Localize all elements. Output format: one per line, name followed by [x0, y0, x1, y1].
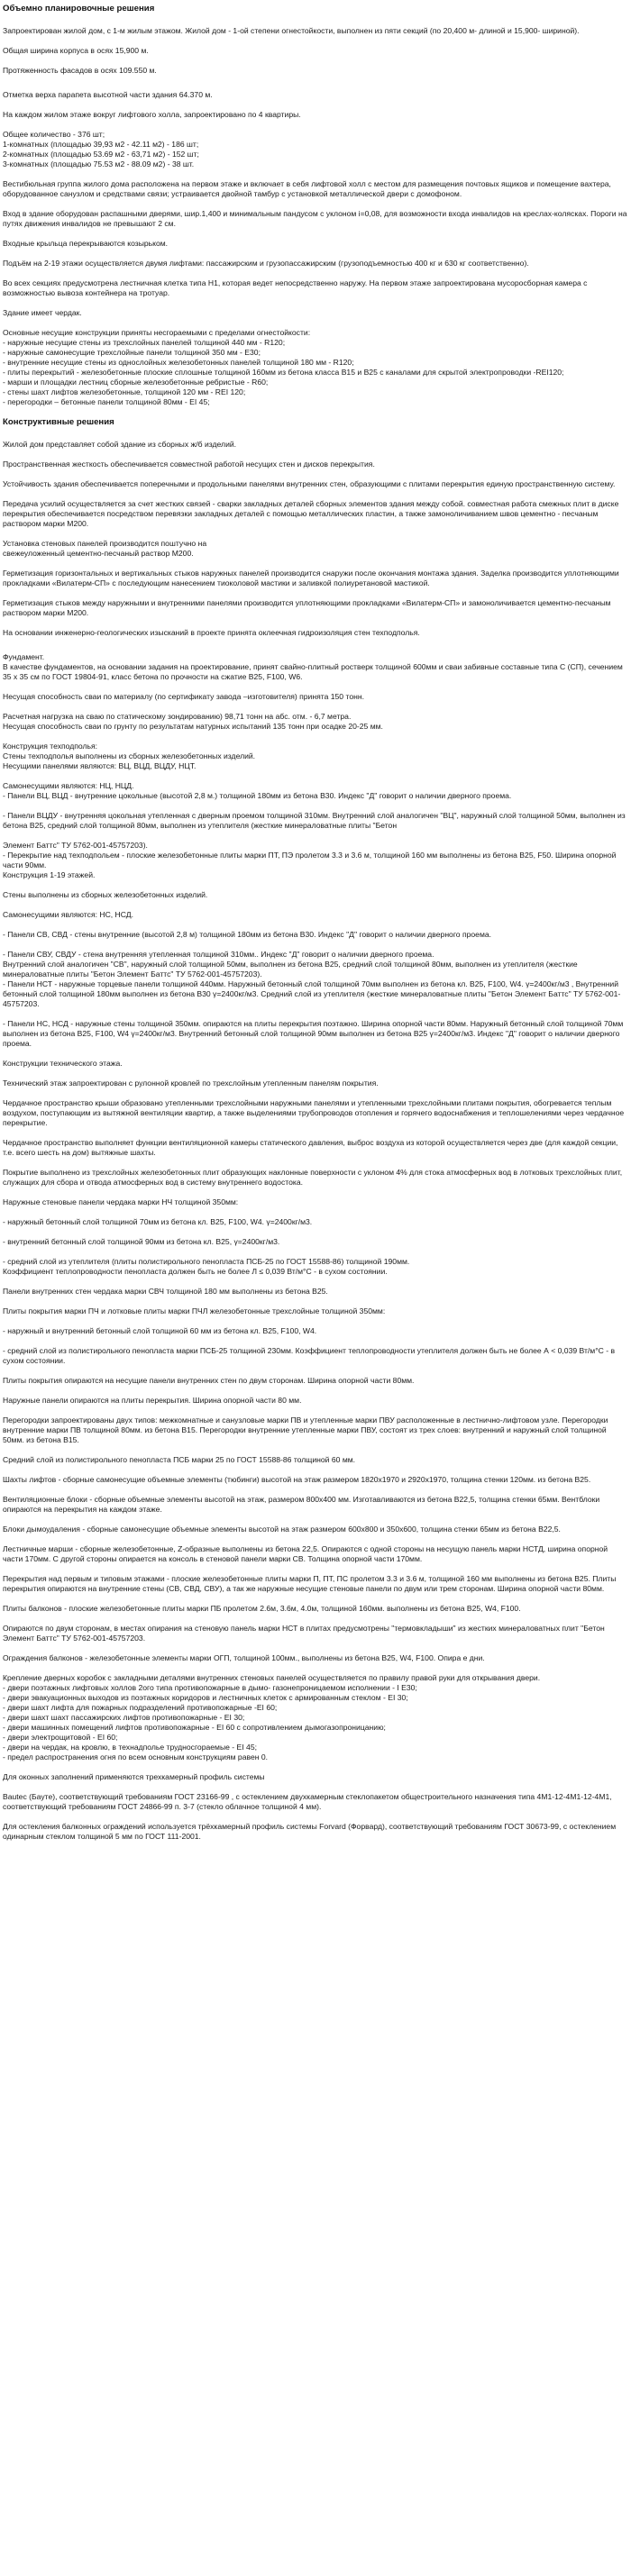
- text-line: - двери электрощитовой - EI 60;: [3, 1733, 118, 1742]
- text-line: - средний слой из утеплителя (плиты полистирольного пенопласта ПСБ-25 по ГОСТ 15588-86) толщиной 190мм.: [3, 1257, 410, 1266]
- text-line: Основные несущие конструкции приняты несгораемыми с пределами огнестойкости:: [3, 328, 311, 337]
- text-line: - внутренний бетонный слой толщиной 90мм из бетона кл. В25, γ=2400кг/м3.: [3, 1237, 280, 1246]
- paragraph: [3, 1544, 628, 1564]
- text-line: Несущая способность сваи по материалу (по сертификату завода –изготовителя) принята 150 тонн.: [3, 692, 364, 701]
- text-line: Крепление дверных коробок с закладными деталями внутренних стеновых панелей осуществляется по правилу правой руки для открывания двери.: [3, 1673, 541, 1682]
- paragraph: [3, 1059, 628, 1069]
- paragraph: [3, 499, 628, 529]
- text-line: Лестничные марши - сборные железобетонные, Z-образные выполнены из бетона 22,5. Опираются с одной стороны на несущую панель марки НСТД, ширина опорной части 170мм. С другой стороны опирается на консоль в стеновой панели марки СВ. Толщина опорной части 170мм.: [3, 1544, 608, 1563]
- paragraph: [3, 712, 628, 732]
- paragraph: [3, 1138, 628, 1158]
- text-line: Элемент Баттс" ТУ 5762-001-45757203).: [3, 841, 148, 850]
- paragraph: [3, 628, 628, 638]
- text-line: Внутренний слой аналогичен "СВ", наружный слой толщиной 50мм, выполнен из бетона В25, средний слой толщиной 80мм, выполнен из утеплителя (жесткие минераловатные плиты "Бетон Элемент Баттс" ТУ 5762-001-45757203).: [3, 960, 578, 979]
- text-line: Плиты балконов - плоские железобетонные плиты марки ПБ пролетом 2.6м, 3.6м, 4.0м, толщиной 160мм. выполнены из бетона В25, W4, F100.: [3, 1604, 521, 1613]
- paragraph: [3, 1098, 628, 1128]
- text-line: Подъём на 2-19 этажи осуществляется двумя лифтами: пассажирским и грузопассажирским (грузоподъемностью 400 кг и 630 кг соответственно).: [3, 259, 529, 268]
- paragraph: [3, 440, 628, 450]
- paragraph: [3, 569, 628, 588]
- text-line: - наружный и внутренний бетонный слой толщиной 60 мм из бетона кл. В25, F100, W4.: [3, 1326, 317, 1335]
- text-line: Стены техподполья выполнены из сборных железобетонных изделий.: [3, 751, 256, 760]
- paragraph: [3, 930, 628, 940]
- text-line: На основании инженерно-геологических изысканий в проекте принята оклеечная гидроизоляция стен техподполья.: [3, 628, 420, 637]
- text-line: Ограждения балконов - железобетонные элементы марки ОГП, толщиной 100мм., выполнены из бетона В25, W4, F100. Опира е дни.: [3, 1653, 485, 1662]
- paragraph: [3, 259, 628, 269]
- paragraph: [3, 90, 628, 100]
- paragraph: [3, 1415, 628, 1445]
- text-line: - наружный бетонный слой толщиной 70мм из бетона кл. В25, F100, W4. γ=2400кг/м3.: [3, 1217, 313, 1226]
- paragraph: [3, 239, 628, 249]
- text-line: Устойчивость здания обеспечивается поперечными и продольными панелями внутренних стен, образующими с плитами перекрытия единую пространственную систему.: [3, 479, 616, 488]
- paragraph: [3, 1197, 628, 1207]
- text-line: Передача усилий осуществляется за счет жестких связей - сварки закладных деталей сборных элементов здания между собой. совместная работа смежных плит в диске перекрытия обеспечивается посредством перевязки закладных деталей с помощью металлических пластин, а также замоноличиванием швов цементно - песчаным раствором марки М200.: [3, 499, 619, 528]
- text-line: Чердачное пространство выполняет функции вентиляционной камеры статического давления, выброс воздуха из которой осуществляется через две (для каждой секции, т.е. всего шесть на дом) вытяжные шахты.: [3, 1138, 618, 1157]
- paragraph: [3, 1396, 628, 1406]
- text-line: Общая ширина корпуса в осях 15,900 м.: [3, 46, 149, 55]
- text-line: Герметизация стыков между наружными и внутренними панелями производится уплотняющими прокладками «Вилатерм-СП» и замоноличивается цементно-песчаным раствором марки М200.: [3, 598, 611, 617]
- text-line: - Панели НСТ - наружные торцевые панели толщиной 440мм. Наружный бетонный слой толщиной 70мм выполнен из бетона кл. В25, F100, W4. γ=2400кг/м3 , Внутренний бетонный слой толщиной 180мм выполнен из бетона В30 γ=2400кг/м3. Средний слой из утеплителя (жесткие минераловатные плиты "Бетон Элемент Баттс" ТУ 5762-001-45757203.: [3, 979, 621, 1008]
- text-line: Вестибюльная группа жилого дома расположена на первом этаже и включает в себя лифтовой холл с местом для размещения почтовых ящиков и помещение вахтера, оборудованное санузлом и средствами связи; устраивается двойной тамбур с установкой металлической двери с домофоном.: [3, 179, 611, 198]
- text-line: Протяженность фасадов в осях 109.550 м.: [3, 66, 157, 75]
- paragraph: [3, 692, 628, 702]
- text-line: - Перекрытие над техподпольем - плоские железобетонные плиты марки ПТ, ПЭ пролетом 3.3 и 3.6 м, толщиной 160 мм выполнены из бетона В25, F50. Ширина опорной части 90мм.: [3, 851, 617, 869]
- text-line: Герметизация горизонтальных и вертикальных стыков наружных панелей производится снаружи после окончания монтажа здания. Заделка производится уплотняющими прокладками «Вилатерм-СП» с последующим нанесением тиоколовой мастики и заливкой полиуретановой мастикой.: [3, 569, 619, 587]
- text-line: Стены выполнены из сборных железобетонных изделий.: [3, 890, 208, 899]
- text-line: Установка стеновых панелей производится поштучно на: [3, 539, 207, 548]
- paragraph: [3, 1792, 628, 1812]
- paragraph: [3, 479, 628, 489]
- paragraph: [3, 1217, 628, 1227]
- text-line: - предел распространения огня по всем основным конструкциям равен 0.: [3, 1752, 269, 1761]
- text-line: 2-комнатных (площадью 53.69 м2 - 63,71 м2) - 152 шт;: [3, 150, 199, 159]
- text-line: Конструкция 1-19 этажей.: [3, 870, 96, 879]
- text-line: - средний слой из полистирольного пенопласта марки ПСБ-25 толщиной 230мм. Коэффициент теплопроводности утеплителя должен быть не более А < 0,039 Вт/м°С - в сухом состоянии.: [3, 1346, 616, 1365]
- text-line: - двери поэтажных лифтовых холлов 2ого типа противопожарные в дымо- газонепроницаемом исполнении - I E30;: [3, 1683, 417, 1692]
- text-line: Плиты покрытия опираются на несущие панели внутренних стен по двум сторонам. Ширина опорной части 80мм.: [3, 1376, 415, 1385]
- text-line: Вентиляционные блоки - сборные объемные элементы высотой на этаж, размером 800х400 мм. Изготавливаются из бетона В22,5, толщина стенки 65мм. Вентблоки опираются на перекрытия на каждом этаже.: [3, 1495, 600, 1514]
- paragraph: [3, 1525, 628, 1534]
- paragraph: [3, 1346, 628, 1366]
- text-line: Наружные панели опираются на плиты перекрытия. Ширина опорной части 80 мм.: [3, 1396, 302, 1405]
- section-heading: Конструктивные решения: [3, 417, 114, 427]
- paragraph: [3, 1257, 628, 1277]
- text-line: Фундамент.: [3, 652, 45, 661]
- text-line: - двери на чердак, на кровлю, в технадполье трудносгораемые - EI 45;: [3, 1743, 258, 1752]
- paragraph: [3, 841, 628, 880]
- text-line: Конструкция техподполья:: [3, 742, 98, 751]
- text-line: Несущими панелями являются: ВЦ, ВЦД, ВЦДУ, НЦТ.: [3, 761, 197, 770]
- paragraph: [3, 1376, 628, 1386]
- paragraph: [3, 1237, 628, 1247]
- text-line: 1-комнатных (площадью 39,93 м2 - 42.11 м2) - 186 шт;: [3, 140, 199, 149]
- text-line: Конструкции технического этажа.: [3, 1059, 123, 1068]
- text-line: Опираются по двум сторонам, в местах опирания на стеновую панель марки НСТ в плитах предусмотрены "термовкладыши" из жестких минераловатных плит "Бетон Элемент Баттс" ТУ 5762-001-45757203.: [3, 1624, 605, 1643]
- text-line: - наружные несущие стены из трехслойных панелей толщиной 440 мм - R120;: [3, 338, 286, 347]
- text-line: Чердачное пространство крыши образовано утепленными трехслойными наружными панелями и утепленными трехслойными плитами покрытия, обогревается теплым воздухом, поступающим из вытяжной вентиляции квартир, а также выделениями трубопроводов отопления и горячего водоснабжения и теплошелениями через чердачное перекрытие.: [3, 1098, 625, 1127]
- paragraph: [3, 130, 628, 169]
- paragraph: [3, 910, 628, 920]
- text-line: - Панели СВУ, СВДУ - стена внутренняя утепленная толщиной 310мм.. Индекс "Д" говорит о наличии дверного проема.: [3, 950, 434, 959]
- paragraph: [3, 652, 628, 682]
- paragraph: [3, 598, 628, 618]
- text-line: Самонесущими являются: НЦ, НЦД.: [3, 781, 134, 790]
- paragraph: [3, 460, 628, 469]
- paragraph: [3, 179, 628, 199]
- text-line: Для остекления балконных ограждений используется трёхкамерный профиль системы Forvard (Форвард), соответствующий требованиям ГОСТ 30673-99, с остеклением одинарным стеклом толщиной 5 мм по ГОСТ 111-2001.: [3, 1822, 617, 1841]
- text-line: Коэффициент теплопроводности пенопласта должен быть не более Л ≤ 0,039 Вт/м°С - в сухом состоянии.: [3, 1267, 388, 1276]
- text-line: Пространственная жесткость обеспечивается совместной работой несущих стен и дисков перекрытия.: [3, 460, 375, 469]
- text-line: Вход в здание оборудован распашными дверями, шир.1,400 и минимальным пандусом с уклоном i=0,08, для возможности входа инвалидов на креслах-колясках. Пороги на путях движения инвалидов не превышают 2 см.: [3, 209, 627, 228]
- text-line: Отметка верха парапета высотной части здания 64.370 м.: [3, 90, 213, 99]
- text-line: Средний слой из полистирольного пенопласта ПСБ марки 25 по ГОСТ 15588-86 толщиной 60 мм.: [3, 1455, 356, 1464]
- text-line: Здание имеет чердак.: [3, 308, 82, 317]
- text-line: - наружные самонесущие трехслойные панели толщиной 350 мм - E30;: [3, 348, 261, 357]
- paragraph: [3, 1079, 628, 1088]
- paragraph: [3, 811, 628, 831]
- text-line: - плиты перекрытий - железобетонные плоские сплошные толщиной 160мм из бетона класса В15 и В25 с каналами для скрытой электропроводки -REI120;: [3, 368, 564, 377]
- text-line: Самонесущими являются: НС, НСД.: [3, 910, 133, 919]
- paragraph: [3, 1287, 628, 1297]
- paragraph: [3, 209, 628, 229]
- text-line: Плиты покрытия марки ПЧ и лотковые плиты марки ПЧЛ железобетонные трехслойные толщиной 350мм:: [3, 1306, 386, 1315]
- text-line: свежеуложенный цементно-песчаный раствор М200.: [3, 549, 194, 558]
- paragraph: [3, 1653, 628, 1663]
- paragraph: [3, 328, 628, 407]
- paragraph: [3, 1624, 628, 1643]
- text-line: Bauteс (Бауте), соответствующий требованиям ГОСТ 23166-99 , с остеклением двухкамерным стеклопакетом общестроительного назначения типа 4М1-12-4М1-12-4М1, соответствующий требованиям ГОСТ 24866-99 п. 3-7 (стекло облачное толщиной 4 мм).: [3, 1792, 612, 1811]
- text-line: Перегородки запроектированы двух типов: межкомнатные и санузловые марки ПВ и утепленные марки ПВУ расположенные в лестнично-лифтовом узле. Перегородки внутренние марки ПВ толщиной 80мм. из бетона В15. Перегородки внутренние утепленные марки ПВУ, состоят из трех слоев: внутренний и наружный слой толщиной 50мм. из бетона В15.: [3, 1415, 608, 1444]
- text-line: Во всех секциях предусмотрена лестничная клетка типа Н1, которая ведет непосредственно наружу. На первом этаже запроектирована мусоросборная камера с возможностью вывоза контейнера на тротуар.: [3, 278, 588, 297]
- paragraph: [3, 1822, 628, 1842]
- paragraph: [3, 46, 628, 56]
- text-line: В качестве фундаментов, на основании задания на проектирование, принят свайно-плитный ростверк толщиной 600мм и сваи забивные составные типа С (СП), сечением 35 х 35 см по ГОСТ 19804-91, класс бетона по прочности на сжатие В25, F100, W6.: [3, 662, 623, 681]
- text-line: Перекрытия над первым и типовым этажами - плоские железобетонные плиты марки П, ПТ, ПС пролетом 3.3 и 3.6 м, толщиной 160 мм выполнены из бетона В25. Плиты перекрытия опираются на внутренние стены (СВ, СВД, СВУ), а так же наружные несущие стеновые панели по двум или трем сторонам. Ширина опорной части 80мм.: [3, 1574, 617, 1593]
- paragraph: [3, 1326, 628, 1336]
- text-line: Для оконных заполнений применяются трехкамерный профиль системы: [3, 1772, 265, 1781]
- paragraph: [3, 890, 628, 900]
- text-line: На каждом жилом этаже вокруг лифтового холла, запроектировано по 4 квартиры.: [3, 110, 301, 119]
- text-line: - двери эвакуационных выходов из поэтажных коридоров и лестничных клеток с армированным стеклом - EI 30;: [3, 1693, 408, 1702]
- paragraph: [3, 1168, 628, 1188]
- paragraph: [3, 742, 628, 771]
- paragraph: [3, 1604, 628, 1614]
- text-line: Запроектирован жилой дом, с 1-м жилым этажом. Жилой дом - 1-ой степени огнестойкости, выполнен из пяти секций (по 20,400 м- длиной и 15,900- шириной).: [3, 26, 580, 35]
- paragraph: [3, 950, 628, 1009]
- paragraph: [3, 66, 628, 76]
- text-line: - Панели НС, НСД - наружные стены толщиной 350мм. опираются на плиты перекрытия поэтажно. Ширина опорной части 80мм. Наружный бетонный слой толщиной 70мм выполнен из бетона В25, F100, W4 γ=2400кг/м3. Внутренний бетонный слой толщиной 90мм выполнен из бетона В25 γ=2400кг/м3. Индекс "Д" говорит о наличии дверного проема.: [3, 1019, 624, 1048]
- paragraph: [3, 308, 628, 318]
- paragraph: [3, 781, 628, 801]
- text-line: Покрытие выполнено из трехслойных железобетонных плит образующих наклонные поверхности с уклоном 4% для стока атмосферных вод в лотковых трехслойных плит, служащих для сбора и отвода атмосферных вод в систему внутреннего водостока.: [3, 1168, 623, 1187]
- text-line: Наружные стеновые панели чердака марки НЧ толщиной 350мм:: [3, 1197, 239, 1206]
- paragraph: [3, 539, 628, 559]
- paragraph: [3, 278, 628, 298]
- paragraph: [3, 1455, 628, 1465]
- paragraph: [3, 110, 628, 120]
- text-line: - Панели ВЦДУ - внутренняя цокольная утепленная с дверным проемом толщиной 310мм. Внутренний слой аналогичен "ВЦ", наружный слой толщиной 50мм, выполнен из бетона В25, средний слой толщиной 80мм, выполнен из утеплителя (жесткие минераловатные плиты "Бетон: [3, 811, 626, 830]
- paragraph: [3, 1495, 628, 1515]
- text-line: - Панели ВЦ, ВЦД - внутренние цокольные (высотой 2,8 м.) толщиной 180мм из бетона В30. Индекс "Д" говорит о наличии дверного проема.: [3, 791, 512, 800]
- text-line: Несущая способность сваи по грунту по результатам натурных испытаний 135 тонн при осадке 20-25 мм.: [3, 722, 383, 731]
- text-line: 3-комнатных (площадью 75.53 м2 - 88.09 м2) - 38 шт.: [3, 159, 195, 168]
- text-line: Расчетная нагрузка на сваю по статическому зондированию) 98,71 тонн на абс. отм. - 6,7 метра.: [3, 712, 352, 721]
- paragraph: [3, 1673, 628, 1762]
- paragraph: [3, 1306, 628, 1316]
- text-line: - Панели СВ, СВД - стены внутренние (высотой 2,8 м) толщиной 180мм из бетона В30. Индекс "Д" говорит о наличии дверного проема.: [3, 930, 492, 939]
- paragraph: [3, 1019, 628, 1049]
- text-line: Блоки дымоудаления - сборные самонесущие объемные элементы высотой на этаж размером 600х800 и 350х600, толщина стенки 65мм из бетона В22,5.: [3, 1525, 561, 1534]
- text-line: - стены шахт лифтов железобетонные, толщиной 120 мм - REI 120;: [3, 387, 246, 396]
- text-line: Панели внутренних стен чердака марки СВЧ толщиной 180 мм выполнены из бетона В25.: [3, 1287, 328, 1296]
- text-line: - двери шахт лифта для пожарных подразделений противопожарные -EI 60;: [3, 1703, 278, 1712]
- paragraph: [3, 1574, 628, 1594]
- text-line: Жилой дом представляет собой здание из сборных ж/б изделий.: [3, 440, 237, 449]
- paragraph: [3, 1772, 628, 1782]
- text-line: Шахты лифтов - сборные самонесущие объемные элементы (тюбинги) высотой на этаж размером 1820х1970 и 2920х1970, толщина стенки 120мм. из бетона В25.: [3, 1475, 591, 1484]
- text-line: Общее количество - 376 шт;: [3, 130, 105, 139]
- text-line: - двери шахт шахт пассажирских лифтов противопожарные - EI 30;: [3, 1713, 245, 1722]
- text-line: - двери машинных помещений лифтов противопожарные - EI 60 с сопротивлением дымогазопроницанию;: [3, 1723, 386, 1732]
- text-line: Технический этаж запроектирован с рулонной кровлей по трехслойным утепленным панелям покрытия.: [3, 1079, 379, 1088]
- paragraph: [3, 26, 628, 36]
- text-line: - перегородки – бетонные панели толщиной 80мм - EI 45;: [3, 397, 210, 406]
- text-line: - марши и площадки лестниц сборные железобетонные ребристые - R60;: [3, 378, 269, 387]
- text-line: - внутренние несущие стены из однослойных железобетонных панелей толщиной 180 мм - R120;: [3, 358, 354, 367]
- paragraph: [3, 1475, 628, 1485]
- section-heading: Объемно планировочные решения: [3, 4, 155, 14]
- text-line: Входные крыльца перекрываются козырьком.: [3, 239, 169, 248]
